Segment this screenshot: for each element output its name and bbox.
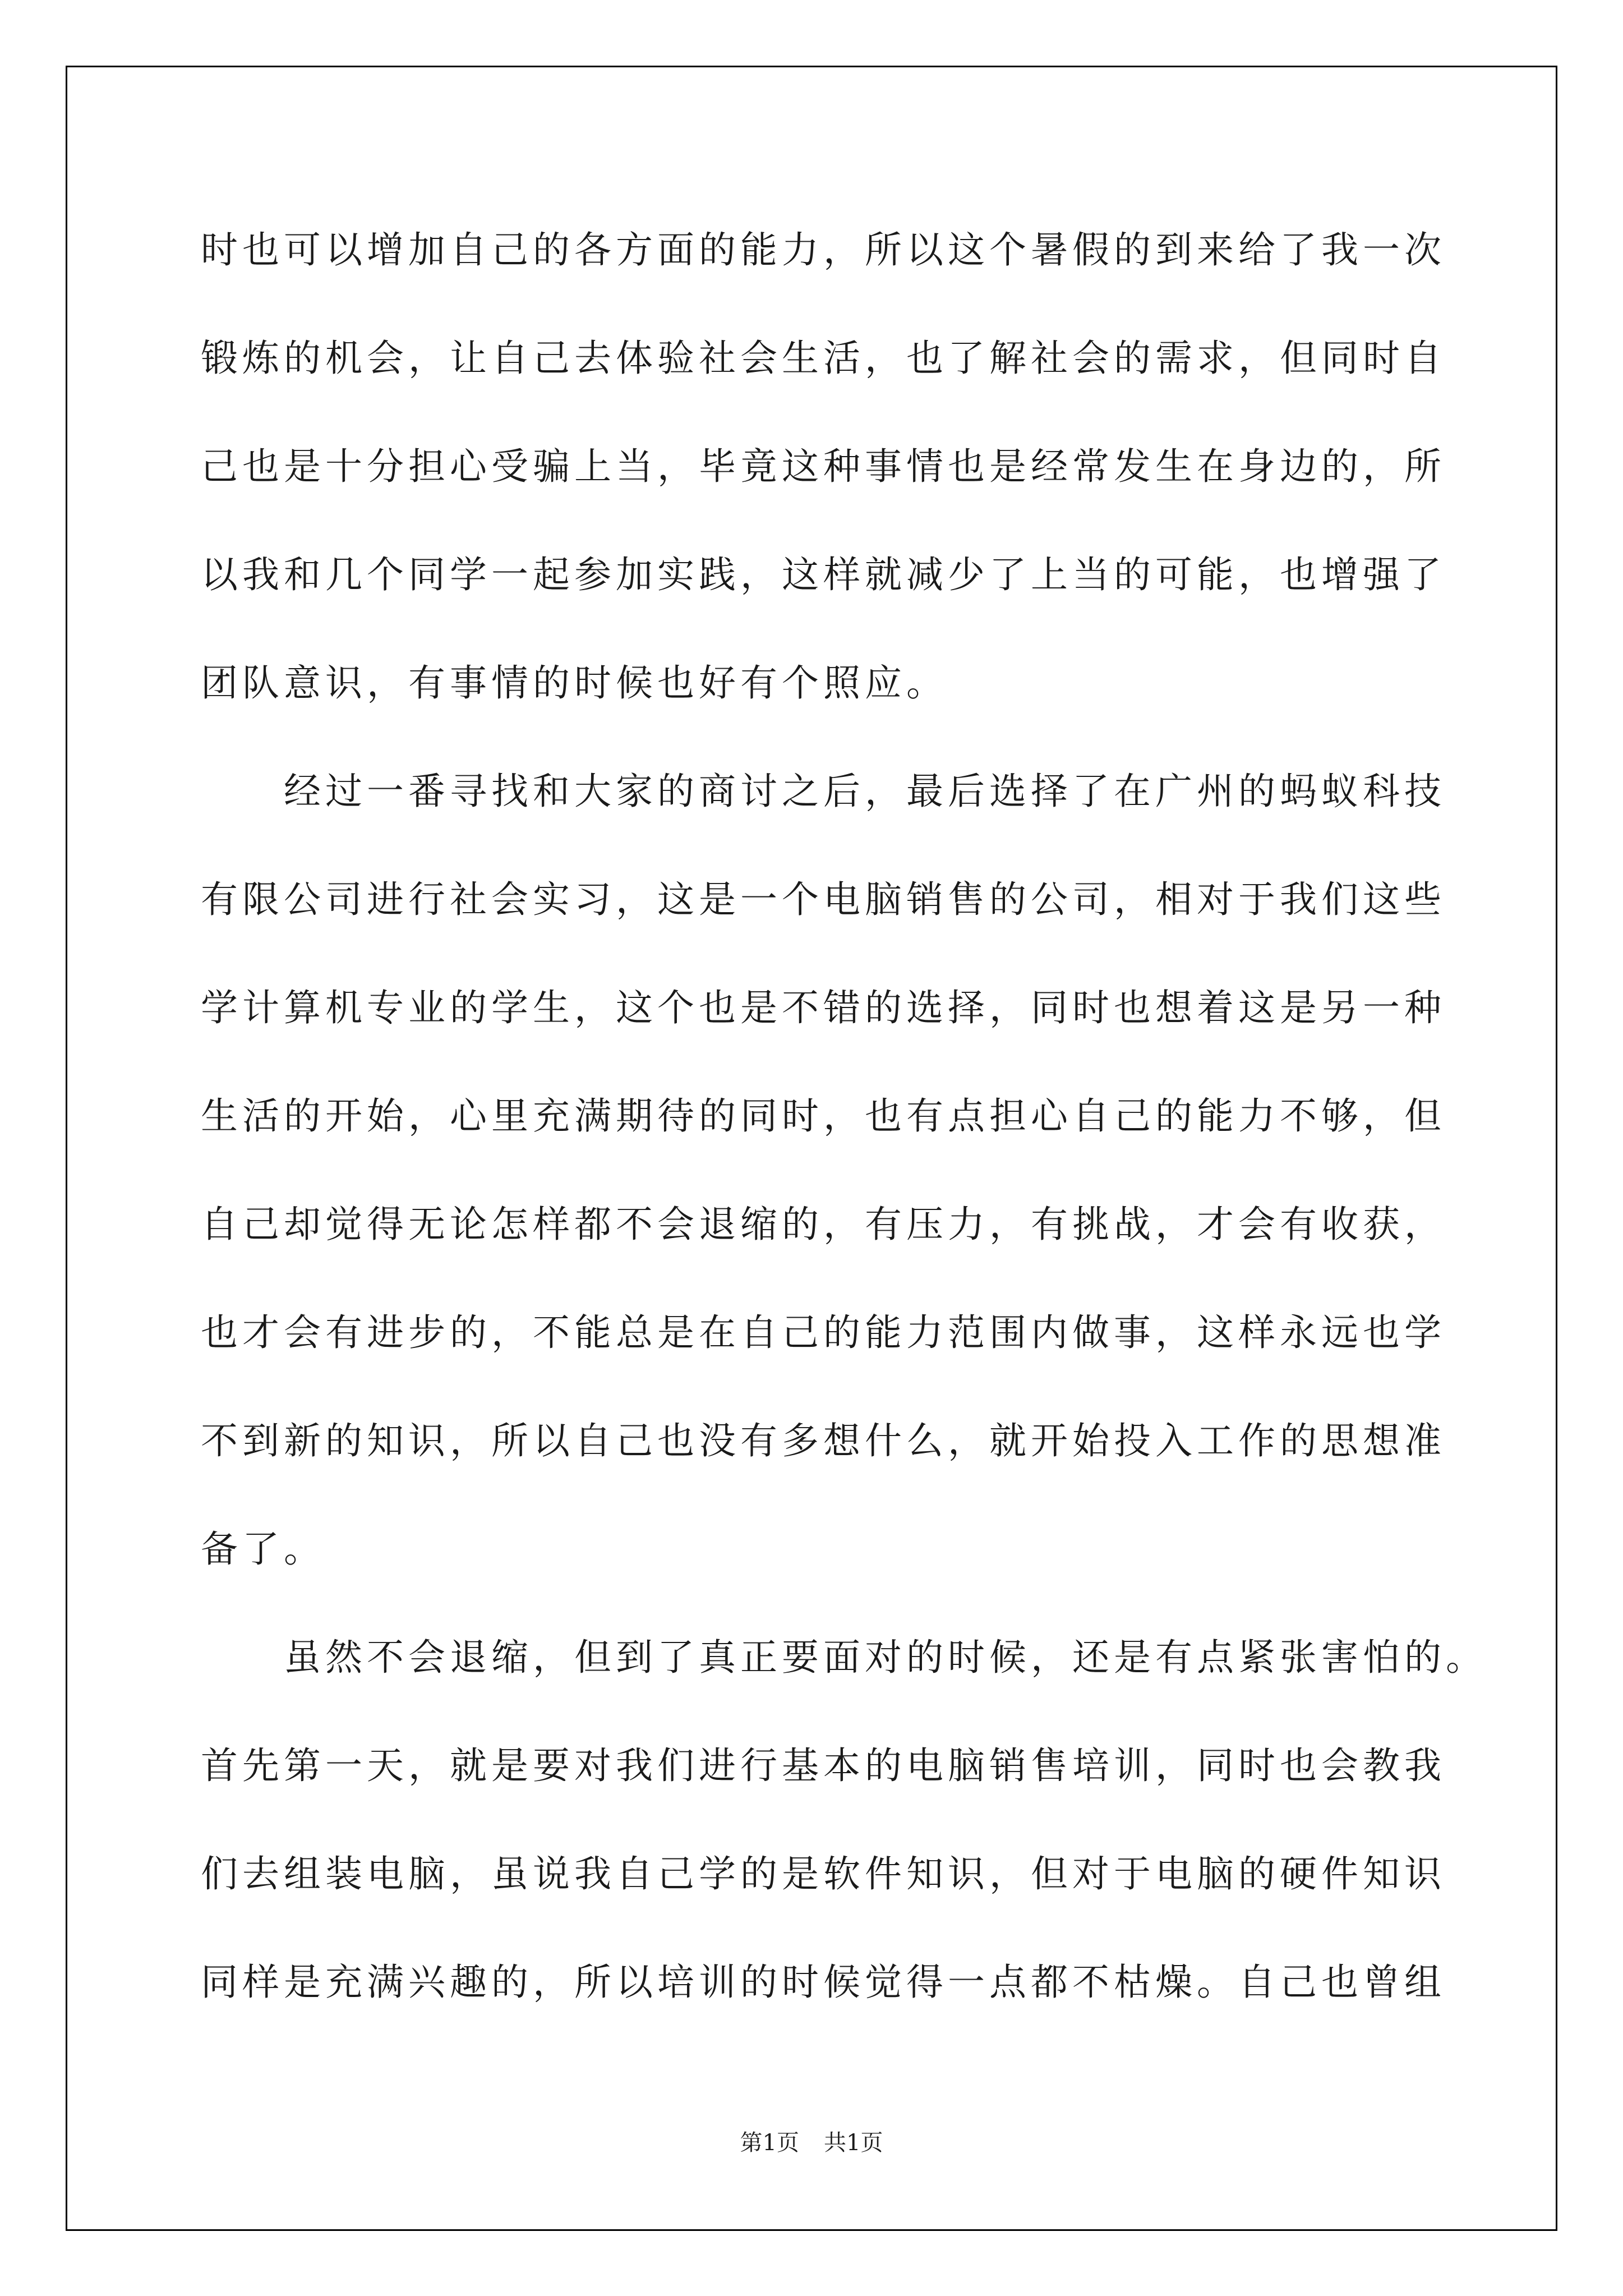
text-line: 也才会有进步的，不能总是在自己的能力范围内做事，这样永远也学 xyxy=(201,1311,1446,1354)
text-line: 经过一番寻找和大家的商讨之后，最后选择了在广州的蚂蚁科技 xyxy=(201,770,1446,813)
text-line: 虽然不会退缩，但到了真正要面对的时候，还是有点紧张害怕的。 xyxy=(201,1636,1487,1679)
page-border xyxy=(66,66,1557,2231)
text-line: 们去组装电脑，虽说我自己学的是软件知识，但对于电脑的硬件知识 xyxy=(201,1852,1446,1895)
text-line: 不到新的知识，所以自己也没有多想什么，就开始投入工作的思想准 xyxy=(201,1419,1446,1462)
text-line: 备了。 xyxy=(201,1527,325,1571)
text-line: 锻炼的机会，让自己去体验社会生活，也了解社会的需求，但同时自 xyxy=(201,337,1446,380)
text-line: 时也可以增加自己的各方面的能力，所以这个暑假的到来给了我一次 xyxy=(201,228,1446,272)
page-number: 第1页 xyxy=(740,2130,799,2156)
page-footer xyxy=(0,2132,1623,2154)
text-line: 生活的开始，心里充满期待的同时，也有点担心自己的能力不够，但 xyxy=(201,1094,1446,1138)
text-line: 以我和几个同学一起参加实践，这样就减少了上当的可能，也增强了 xyxy=(201,553,1446,596)
text-line: 有限公司进行社会实习，这是一个电脑销售的公司，相对于我们这些 xyxy=(201,878,1446,921)
text-line: 同样是充满兴趣的，所以培训的时候觉得一点都不枯燥。自己也曾组 xyxy=(201,1961,1446,2004)
text-line: 己也是十分担心受骗上当，毕竟这种事情也是经常发生在身边的，所 xyxy=(201,445,1446,488)
text-line: 团队意识，有事情的时候也好有个照应。 xyxy=(201,661,948,705)
text-line: 学计算机专业的学生，这个也是不错的选择，同时也想着这是另一种 xyxy=(201,986,1446,1029)
page-total: 共1页 xyxy=(824,2130,883,2156)
text-line: 首先第一天，就是要对我们进行基本的电脑销售培训，同时也会教我 xyxy=(201,1744,1446,1787)
text-line: 自己却觉得无论怎样都不会退缩的，有压力，有挑战，才会有收获， xyxy=(201,1203,1446,1246)
